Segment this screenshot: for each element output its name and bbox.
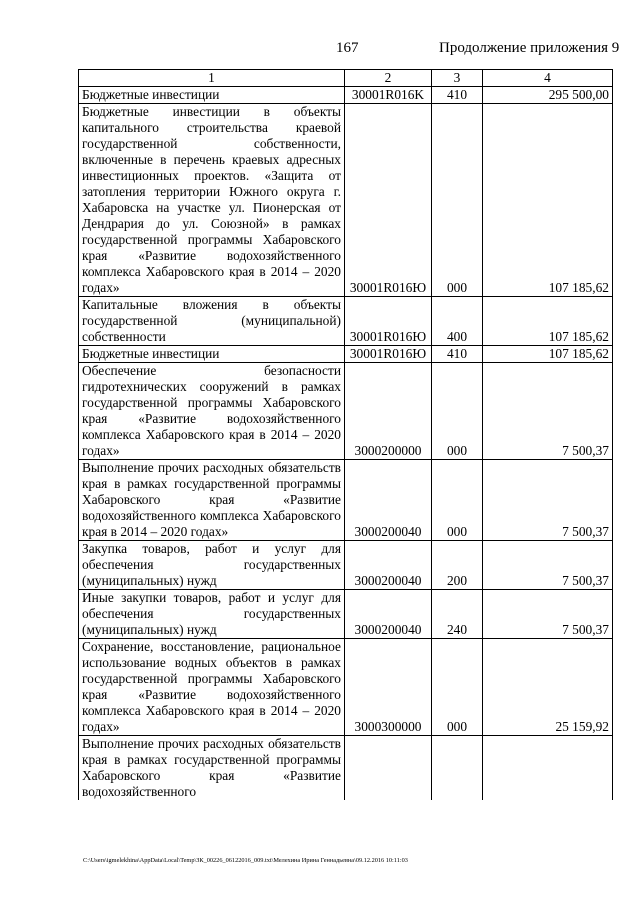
row-name: Сохранение, восстановление, рациональное использование водных объектов в рамках государственной программы Хабаровского края «Развитие водохозяйственного комплекса Хабаровского края в 2014 – 2020 годах» [79,639,345,736]
row-code: 3000200040 [345,460,432,541]
table-row [79,590,613,639]
row-code: 3000300000 [345,639,432,736]
table-row [79,460,613,541]
row-name: Закупка товаров, работ и услуг для обеспечения государственных (муниципальных) нужд [79,541,345,590]
table-header-row [79,70,613,87]
row-code: 3000200040 [345,541,432,590]
row-type: 000 [432,363,483,460]
row-type: 240 [432,590,483,639]
row-amount: 25 159,92 [483,639,613,736]
row-type [432,736,483,801]
row-name: Выполнение прочих расходных обязательств края в рамках государственной программы Хабаровского края «Развитие водохозяйственного [79,736,345,801]
row-code: 30001R016K [345,87,432,104]
row-type: 410 [432,87,483,104]
row-amount: 7 500,37 [483,590,613,639]
table-row [79,363,613,460]
row-code: 30001R016Ю [345,297,432,346]
column-header: 2 [345,70,432,87]
table-row [79,104,613,297]
table-row [79,297,613,346]
row-name: Выполнение прочих расходных обязательств края в рамках государственной программы Хабаровского края «Развитие водохозяйственного комплекса Хабаровского края в 2014 – 2020 годах» [79,460,345,541]
column-header: 1 [79,70,345,87]
table-row [79,346,613,363]
row-code: 3000200040 [345,590,432,639]
continuation-label: Продолжение приложения 9 [439,40,620,56]
footer-file-path: C:\Users\igmelekhina\AppData\Local\Temp\ЗК_00226_06122016_009.txt\Мелехина Ирина Геннадьевна\09.12.2016 10:11:03 [83,857,408,864]
row-type: 000 [432,639,483,736]
row-code: 30001R016Ю [345,104,432,297]
row-name: Обеспечение безопасности гидротехнических сооружений в рамках государственной программы Хабаровского края «Развитие водохозяйственного комплекса Хабаровского края в 2014 – 2020 годах» [79,363,345,460]
row-type: 000 [432,104,483,297]
row-amount: 295 500,00 [483,87,613,104]
row-code [345,736,432,801]
row-name: Капитальные вложения в объекты государственной (муниципальной) собственности [79,297,345,346]
row-amount: 7 500,37 [483,541,613,590]
table-row [79,87,613,104]
row-amount: 107 185,62 [483,297,613,346]
table-row [79,736,613,801]
row-type: 400 [432,297,483,346]
row-type: 000 [432,460,483,541]
page-number: 167 [336,40,359,56]
row-amount [483,736,613,801]
column-header: 4 [483,70,613,87]
table-row [79,541,613,590]
row-amount: 7 500,37 [483,363,613,460]
row-code: 30001R016Ю [345,346,432,363]
row-name: Бюджетные инвестиции [79,87,345,104]
column-header: 3 [432,70,483,87]
row-type: 410 [432,346,483,363]
row-name: Бюджетные инвестиции в объекты капитального строительства краевой государственной собственности, включенные в перечень краевых адресных инвестиционных проектов. «Защита от затопления территории Южного округа г. Хабаровска на участке ул. Пионерская от Дендрария до ул. Союзной» в рамках государственной программы Хабаровского края «Развитие водохозяйственного комплекса Хабаровского края в 2014 – 2020 годах» [79,104,345,297]
row-amount: 7 500,37 [483,460,613,541]
table-row [79,639,613,736]
row-name: Иные закупки товаров, работ и услуг для обеспечения государственных (муниципальных) нужд [79,590,345,639]
budget-table [78,69,613,800]
row-amount: 107 185,62 [483,104,613,297]
row-amount: 107 185,62 [483,346,613,363]
row-name: Бюджетные инвестиции [79,346,345,363]
row-code: 3000200000 [345,363,432,460]
row-type: 200 [432,541,483,590]
